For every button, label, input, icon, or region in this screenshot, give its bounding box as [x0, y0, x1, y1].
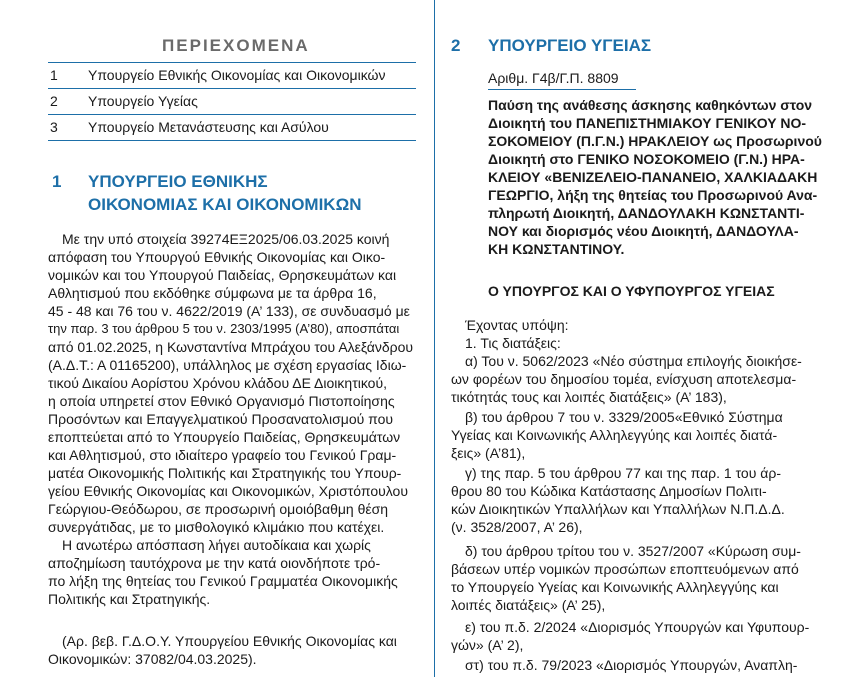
body-line: Προσόντων και Επαγγελματικού Προσανατολισμού που	[48, 411, 394, 427]
body-line: (Αρ. βεβ. Γ.Δ.Ο.Υ. Υπουργείου Εθνικής Οικονομίας και	[62, 633, 397, 649]
toc-item-number: 1	[50, 67, 58, 83]
body-line: 45 - 48 και 76 του ν. 4622/2019 (Α’ 133), σε συνδυασμό με	[48, 303, 410, 319]
toc-item[interactable]	[48, 88, 416, 113]
heading-line: Διοικητή του ΠΑΝΕΠΙΣΤΗΜΙΑΚΟΥ ΓΕΝΙΚΟΥ ΝΟ-	[488, 115, 807, 131]
body-line: το Υπουργείο Υγείας και Κοινωνικής Αλληλεγγύης και	[451, 579, 779, 595]
toc-item[interactable]	[48, 62, 416, 87]
body-line: Έχοντας υπόψη:	[465, 317, 569, 333]
body-line: βάσεων υπέρ νομικών προσώπων εποπτευόμενων από	[451, 561, 799, 577]
heading-line: Παύση της ανάθεσης άσκησης καθηκόντων στον	[488, 97, 813, 113]
body-line: (ν. 3528/2007, Α’ 26),	[451, 519, 583, 535]
reference-underline	[488, 89, 636, 90]
body-line: Γεώργιου-Θεόδωρου, σε προσωρινή ομοιόβαθμη θέση	[48, 501, 389, 517]
body-line: κών Διοικητικών Υπαλλήλων και Υπαλλήλων Ν.Π.Δ.Δ.	[451, 501, 785, 517]
body-line: τικού Δικαίου Αορίστου Χρόνου κλάδου ΔΕ Διοικητικού,	[48, 375, 387, 391]
body-line: απόφαση του Υπουργού Εθνικής Οικονομίας και Οικο-	[48, 249, 386, 265]
body-line: δ) του άρθρου τρίτου του ν. 3527/2007 «Κύρωση συμ-	[465, 543, 801, 559]
body-line: α) Του ν. 5062/2023 «Νέο σύστημα επιλογής διοικήσε-	[465, 353, 802, 369]
section-title: ΥΠΟΥΡΓΕΙΟ ΥΓΕΙΑΣ	[488, 36, 652, 55]
toc-item-label: Υπουργείο Εθνικής Οικονομίας και Οικονομικών	[88, 67, 386, 83]
authority-subheading: Ο ΥΠΟΥΡΓΟΣ ΚΑΙ Ο ΥΦΥΠΟΥΡΓΟΣ ΥΓΕΙΑΣ	[488, 283, 775, 299]
body-line: συνεργάτιδας, με το μισθολογικό κλιμάκιο που κατέχει.	[48, 519, 385, 535]
body-line: και Αθλητισμού, στο ιδιαίτερο γραφείο του Γενικού Γραμ-	[48, 447, 397, 463]
toc-item-number: 3	[50, 119, 58, 135]
toc-title: ΠΕΡΙΕΧΟΜΕΝΑ	[162, 36, 310, 55]
body-line: Αθλητισμού που εκδόθηκε σύμφωνα με τα άρθρα 16,	[48, 285, 377, 301]
body-line: Πολιτικής και Στρατηγικής.	[48, 591, 211, 607]
body-line: ξεις» (Α’81),	[451, 445, 526, 461]
body-line: 1. Τις διατάξεις:	[465, 335, 561, 351]
section-number: 1	[52, 172, 62, 191]
body-line: λοιπές διατάξεις» (Α’ 25),	[451, 597, 606, 613]
body-line: Οικονομικών: 37082/04.03.2025).	[48, 651, 257, 667]
heading-line: ΚΛΕΙΟΥ «ΒΕΝΙΖΕΛΕΙΟ-ΠΑΝΑΝΕΙΟ, ΧΑΛΚΙΑΔΑΚΗ	[488, 169, 818, 185]
body-line: ε) του π.δ. 2/2024 «Διορισμός Υπουργών και Υφυπουρ-	[465, 619, 810, 635]
heading-line: ΣΟΚΟΜΕΙΟΥ (Π.Γ.Ν.) ΗΡΑΚΛΕΙΟΥ ως Προσωρινού	[488, 133, 822, 149]
body-line: β) του άρθρου 7 του ν. 3329/2005«Εθνικό Σύστημα	[465, 409, 783, 425]
heading-line: ΚΗ ΚΩΝΣΤΑΝΤΙΝΟΥ.	[488, 241, 625, 257]
body-line: ματέα Οικονομικής Πολιτικής και Στρατηγικής του Υπουρ-	[48, 465, 402, 481]
toc-item-number: 2	[50, 93, 58, 109]
body-line: γείου Εθνικής Οικονομίας και Οικονομικών, Χριστόπουλου	[48, 483, 408, 499]
column-divider	[434, 0, 435, 677]
body-line: νομικών και του Υπουργού Παιδείας, Θρησκευμάτων και	[48, 267, 397, 283]
section-number: 2	[451, 36, 461, 55]
heading-line: ΝΟΥ και διορισμός νέου Διοικητή, ΔΑΝΔΟΥΛΑ-	[488, 223, 799, 239]
body-line: η οποία υπηρετεί στον Εθνικό Οργανισμό Πιστοποίησης	[48, 393, 395, 409]
body-line: στ) του π.δ. 79/2023 «Διορισμός Υπουργών, Αναπλη-	[465, 657, 798, 673]
body-line: γών» (Α’ 2),	[451, 637, 524, 653]
body-line: Η ανωτέρω απόσπαση λήγει αυτοδίκαια και χωρίς	[62, 537, 371, 553]
heading-line: Διοικητή στο ΓΕΝΙΚΟ ΝΟΣΟΚΟΜΕΙΟ (Γ.Ν.) ΗΡΑ-	[488, 151, 805, 167]
toc-divider	[48, 140, 416, 141]
body-line: θρου 80 του Κώδικα Κατάστασης Δημοσίων Πολιτι-	[451, 483, 767, 499]
toc-item[interactable]	[48, 114, 416, 139]
section-title-line: ΟΙΚΟΝΟΜΙΑΣ ΚΑΙ ΟΙΚΟΝΟΜΙΚΩΝ	[88, 195, 362, 214]
body-line: πο λήξη της θητείας του Γενικού Γραμματέα Οικονομικής	[48, 573, 398, 589]
body-line: την παρ. 3 του άρθρου 5 του ν. 2303/1995 (Α’80), αποσπάται	[48, 321, 400, 336]
heading-line: ΓΕΩΡΓΙΟ, λήξη της θητείας του Προσωρινού Ανα-	[488, 187, 818, 203]
body-line: ων φορέων του δημοσίου τομέα, ενίσχυση αποτελεσμα-	[451, 371, 797, 387]
section-title-line: ΥΠΟΥΡΓΕΙΟ ΕΘΝΙΚΗΣ	[88, 172, 268, 191]
body-line: Υγείας και Κοινωνικής Αλληλεγγύης και λοιπές διατά-	[451, 427, 778, 443]
decision-reference: Αριθμ. Γ4β/Γ.Π. 8809	[488, 70, 619, 86]
toc-item-label: Υπουργείο Υγείας	[88, 93, 198, 109]
body-line: αποζημίωση ταυτόχρονα με την κατά οιονδήποτε τρό-	[48, 555, 381, 571]
body-line: γ) της παρ. 5 του άρθρου 77 και της παρ. 1 του άρ-	[465, 465, 781, 481]
body-line: (Α.Δ.Τ.: Α 01165200), υπάλληλος με σχέση εργασίας Ιδιω-	[48, 357, 407, 373]
heading-line: πληρωτή Διοικητή, ΔΑΝΔΟΥΛΑΚΗ ΚΩΝΣΤΑΝΤΙ-	[488, 205, 805, 221]
body-line: από 01.02.2025, η Κωνσταντίνα Μπράχου του Αλεξάνδρου	[48, 339, 414, 355]
body-line: εποπτεύεται από το Υπουργείο Παιδείας, Θρησκευμάτων	[48, 429, 401, 445]
toc-item-label: Υπουργείο Μετανάστευσης και Ασύλου	[88, 119, 329, 135]
body-line: Με την υπό στοιχεία 39274ΕΞ2025/06.03.2025 κοινή	[62, 231, 390, 247]
body-line: τικότητάς τους και λοιπές διατάξεις» (Α’ 183),	[451, 389, 727, 405]
